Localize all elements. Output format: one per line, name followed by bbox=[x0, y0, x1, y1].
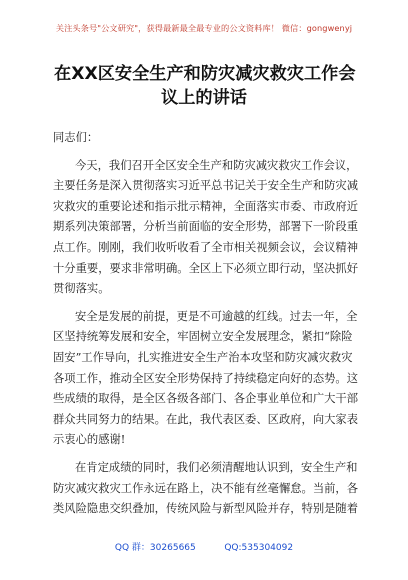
paragraph-1-line: 贯彻落实。 bbox=[53, 282, 110, 296]
paragraph-2-line: 示衷心的感谢! bbox=[53, 433, 126, 447]
paragraph-2-line: 些成绩的取得，是全区各级各部门、各企事业单位和广大干部 bbox=[53, 392, 359, 406]
paragraph-3-line: 防灾减灾救灾工作永远在路上，决不能有丝毫懈怠。当前，各 bbox=[53, 481, 359, 495]
paragraph-2-line: 各项工作，推动全区安全形势保持了持续稳定向好的态势。这 bbox=[53, 371, 359, 385]
paragraph-1-line: 主要任务是深入贯彻落实习近平总书记关于安全生产和防灾减 bbox=[53, 179, 359, 193]
title-line-2: 议上的讲话 bbox=[161, 88, 247, 108]
paragraph-2-line: 区坚持统筹发展和安全，牢固树立安全发展理念，紧扣“除险 bbox=[53, 330, 353, 344]
document-title bbox=[54, 62, 354, 110]
document-body bbox=[53, 128, 358, 520]
paragraph-2-line: 安全是发展的前提，更是不可逾越的红线。过去一年，全 bbox=[75, 309, 358, 323]
paragraph-1-line: 灾救灾的重要论述和指示批示精神，全面落实市委、市政府近 bbox=[53, 199, 359, 213]
header-promo-note: 关注头条号"公文研究"，获得最新最全最专业的公文资料库！ 微信：gongwenyj bbox=[55, 23, 353, 33]
salutation: 同志们： bbox=[53, 131, 99, 144]
title-line-1: 在XX区安全生产和防灾减灾救灾工作会 bbox=[54, 64, 356, 84]
paragraph-3-line: 在肯定成绩的同时，我们必须清醒地认识到，安全生产和 bbox=[75, 460, 358, 474]
paragraph-1-line: 期系列决策部署，分析当前面临的安全形势，部署下一阶段重 bbox=[53, 220, 359, 234]
paragraph-2-line: 群众共同努力的结果。在此，我代表区委、区政府，向大家表 bbox=[53, 412, 359, 426]
paragraph-3-line: 类风险隐患交织叠加，传统风险与新型风险并存，特别是随着 bbox=[53, 502, 359, 516]
footer-contact-note: QQ 群：30265665 QQ:535304092 bbox=[114, 543, 294, 553]
paragraph-1-line: 点工作。刚刚，我们收听收看了全市相关视频会议，会议精神 bbox=[53, 240, 359, 254]
paragraph-2-line: 固安”工作导向，扎实推进安全生产治本攻坚和防灾减灾救灾 bbox=[53, 350, 353, 364]
paragraph-1-line: 今天，我们召开全区安全生产和防灾减灾救灾工作会议， bbox=[75, 158, 358, 172]
paragraph-1-line: 十分重要，要求非常明确。全区上下必须立即行动，坚决抓好 bbox=[53, 261, 359, 275]
